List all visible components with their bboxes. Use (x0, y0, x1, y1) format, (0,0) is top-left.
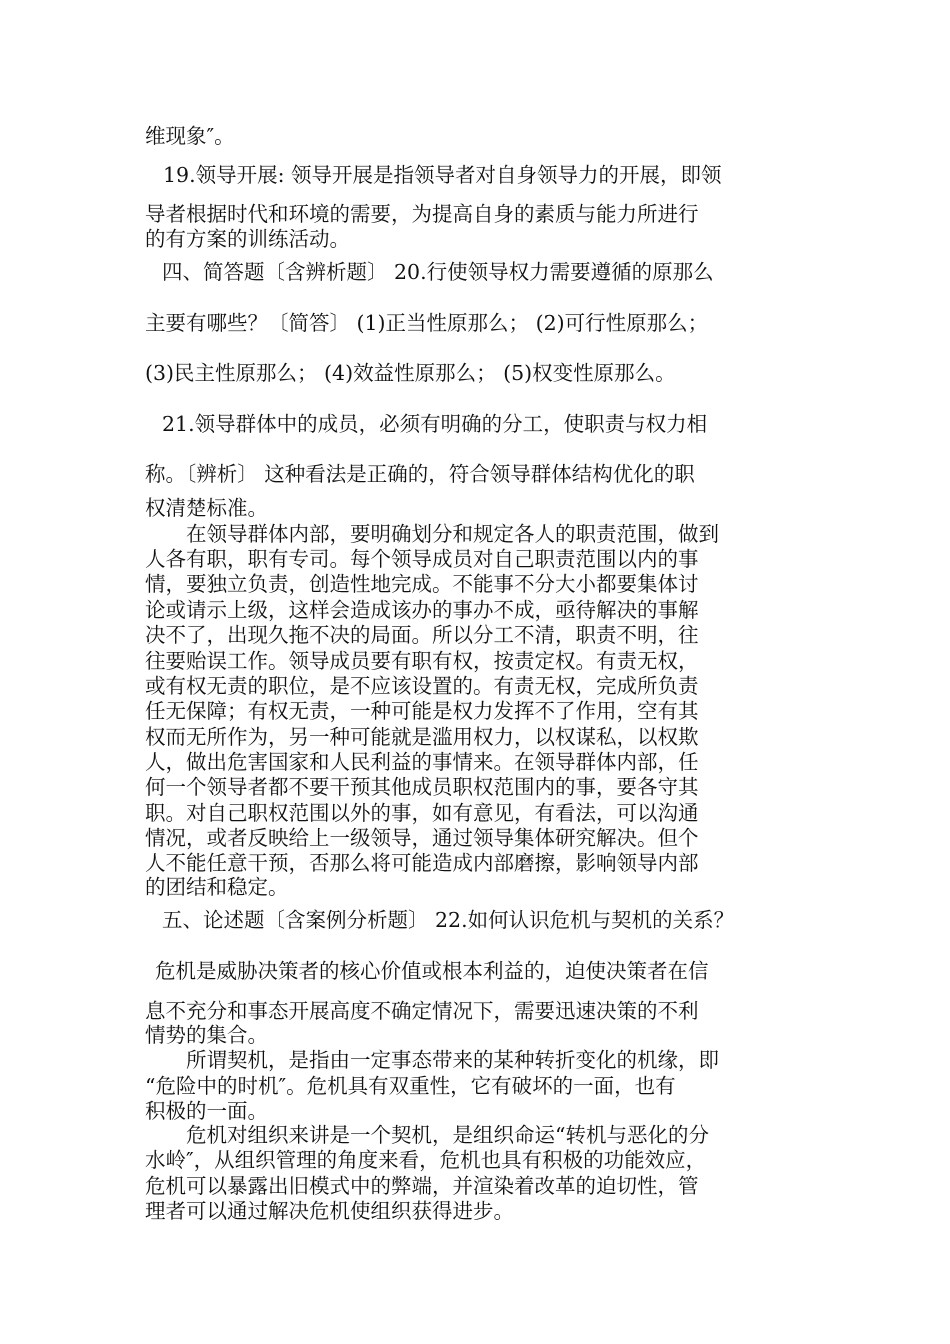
text-line: 危机对组织来讲是一个契机，是组织命运“转机与恶化的分 (186, 1123, 709, 1147)
text-line: 水岭″，从组织管理的角度来看，危机也具有积极的功能效应， (145, 1148, 707, 1172)
text-line: 往要贻误工作。领导成员要有职有权，按责定权。有责无权， (145, 649, 699, 673)
text-line: 积极的一面。 (145, 1099, 268, 1123)
text-line: 在领导群体内部，要明确划分和规定各人的职责范围，做到 (186, 522, 719, 546)
text-line: 何一个领导者都不要干预其他成员职权范围内的事，要各守其 (145, 775, 699, 799)
text-line: 情，要独立负责，创造性地完成。不能事不分大小都要集体讨 (145, 572, 699, 596)
text-line: 任无保障；有权无责，一种可能是权力发挥不了作用，空有其 (145, 699, 699, 723)
text-line: 称。〔辨析〕 这种看法是正确的，符合领导群体结构优化的职 (145, 462, 695, 486)
section-heading: 五、论述题〔含案例分析题〕 22.如何认识危机与契机的关系？ (162, 908, 735, 932)
text-line: 所谓契机，是指由一定事态带来的某种转折变化的机缘，即 (186, 1048, 719, 1072)
text-line: 情况，或者反映给上一级领导，通过领导集体研究解决。但个 (145, 826, 699, 850)
text-line: 论或请示上级，这样会造成该办的事办不成，亟待解决的事解 (145, 598, 699, 622)
text-line: 职。对自己职权范围以外的事，如有意见，有看法，可以沟通 (145, 801, 699, 825)
text-line: 理者可以通过解决危机使组织获得进步。 (145, 1199, 514, 1223)
text-line: (3)民主性原那么； (4)效益性原那么； (5)权变性原那么。 (145, 361, 676, 385)
text-line: 决不了，出现久拖不决的局面。所以分工不清，职责不明，往 (145, 623, 699, 647)
text-line: 危机是威胁决策者的核心价值或根本利益的，迫使决策者在信 (155, 959, 709, 983)
text-line: 维现象″。 (145, 124, 235, 148)
text-line: 21.领导群体中的成员，必须有明确的分工，使职责与权力相 (162, 412, 708, 436)
text-line: 19.领导开展: 领导开展是指领导者对自身领导力的开展，即领 (163, 163, 722, 187)
text-line: 危机可以暴露出旧模式中的弊端，并渲染着改革的迫切性，管 (145, 1174, 699, 1198)
text-line: 人不能任意干预，否那么将可能造成内部磨擦，影响领导内部 (145, 851, 699, 875)
text-line: 主要有哪些？〔简答〕 (1)正当性原那么； (2)可行性原那么； (145, 311, 709, 335)
text-line: 导者根据时代和环境的需要，为提高自身的素质与能力所进行 (145, 202, 699, 226)
text-line: 权而无所作为，另一种可能就是滥用权力，以权谋私，以权欺 (145, 725, 699, 749)
text-line: 权清楚标准。 (145, 496, 268, 520)
text-line: 息不充分和事态开展高度不确定情况下，需要迅速决策的不利 (145, 999, 699, 1023)
text-line: 的团结和稳定。 (145, 875, 289, 899)
section-heading: 四、简答题〔含辨析题〕 20.行使领导权力需要遵循的原那么 (162, 260, 714, 284)
text-line: 人，做出危害国家和人民利益的事情来。在领导群体内部，任 (145, 750, 699, 774)
text-line: “危险中的时机″。危机具有双重性，它有破坏的一面，也有 (145, 1074, 676, 1098)
text-line: 情势的集合。 (145, 1023, 268, 1047)
text-line: 的有方案的训练活动。 (145, 227, 350, 251)
text-line: 人各有职，职有专司。每个领导成员对自己职责范围以内的事 (145, 547, 699, 571)
text-line: 或有权无责的职位，是不应该设置的。有责无权，完成所负责 (145, 674, 699, 698)
